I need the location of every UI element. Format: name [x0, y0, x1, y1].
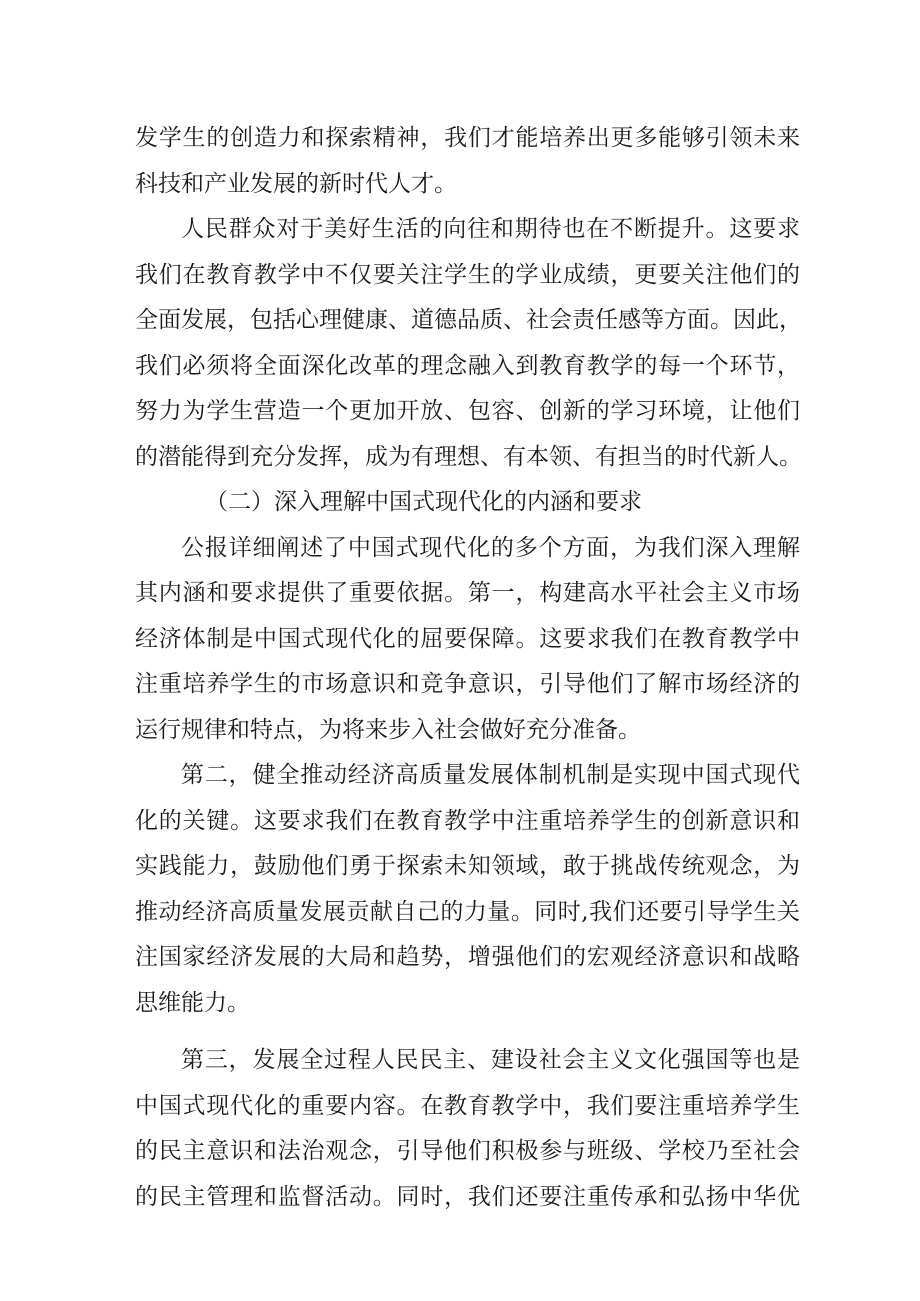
- paragraph: [135, 207, 800, 480]
- paragraph-line: 我们在教育教学中不仅要关注学生的学业成绩，更要关注他们的: [135, 261, 800, 288]
- paragraph-line: 思维能力。: [135, 989, 250, 1016]
- paragraph-line: 化的关键。这要求我们在教育教学中注重培养学生的创新意识和: [135, 807, 800, 834]
- paragraph-line: 中国式现代化的重要内容。在教育教学中，我们要注重培养学生: [135, 1092, 800, 1119]
- section-heading: [135, 480, 800, 526]
- document-body: [135, 116, 800, 1220]
- paragraph-line: 我们必须将全面深化改革的理念融入到教育教学的每一个环节，: [135, 352, 800, 379]
- paragraph-line: 实践能力，鼓励他们勇于探索未知领域，敢于挑战传统观念，为: [135, 853, 800, 879]
- paragraph-line: 的民主管理和监督活动。同时，我们还要注重传承和弘扬中华优: [135, 1183, 800, 1210]
- paragraph: [135, 116, 800, 207]
- paragraph-line: 第二，健全推动经济高质量发展体制机制是实现中国式现代: [181, 762, 800, 788]
- paragraph-line: 公报详细阐述了中国式现代化的多个方面，为我们深入理解: [181, 534, 800, 561]
- paragraph: [135, 1038, 800, 1220]
- paragraph-line: 全面发展，包括心理健康、道德品质、社会责任感等方面。因此，: [135, 307, 802, 333]
- paragraph-line: 发学生的创造力和探索精神，我们才能培养出更多能够引领未来: [135, 125, 800, 151]
- heading-line: （二）深入理解中国式现代化的内涵和要求: [205, 489, 642, 515]
- paragraph-line: 人民群众对于美好生活的向往和期待也在不断提升。这要求: [181, 216, 800, 242]
- paragraph-line: 的民主意识和法治观念，引导他们积极参与班级、学校乃至社会: [135, 1138, 800, 1164]
- paragraph-line: 的潜能得到充分发挥，成为有理想、有本领、有担当的时代新人。: [135, 443, 802, 470]
- paragraph-line: 第三，发展全过程人民民主、建设社会主义文化强国等也是: [181, 1047, 800, 1073]
- paragraph-line: 运行规律和特点，为将来步入社会做好充分准备。: [135, 716, 641, 743]
- paragraph: [135, 526, 800, 754]
- paragraph-line: 经济体制是中国式现代化的屈要保障。这要求我们在教育教学中: [135, 625, 800, 652]
- paragraph-line: 注重培养学生的市场意识和竞争意识，引导他们了解市场经济的: [135, 671, 800, 697]
- paragraph: [135, 753, 800, 1026]
- paragraph-line: 科技和产业发展的新时代人才。: [135, 170, 457, 197]
- paragraph-line: 注国家经济发展的大局和趋势，增强他们的宏观经济意识和战略: [135, 944, 800, 970]
- paragraph-line: 努力为学生营造一个更加开放、包容、创新的学习环境，让他们: [135, 398, 800, 424]
- paragraph-line: 其内涵和要求提供了重要依据。第一，构建高水平社会主义市场: [135, 580, 800, 606]
- paragraph-gap: [135, 1026, 800, 1038]
- paragraph-line: 推动经济高质量发展贡献自己的力量。同时,我们还要引导学生关: [135, 898, 800, 925]
